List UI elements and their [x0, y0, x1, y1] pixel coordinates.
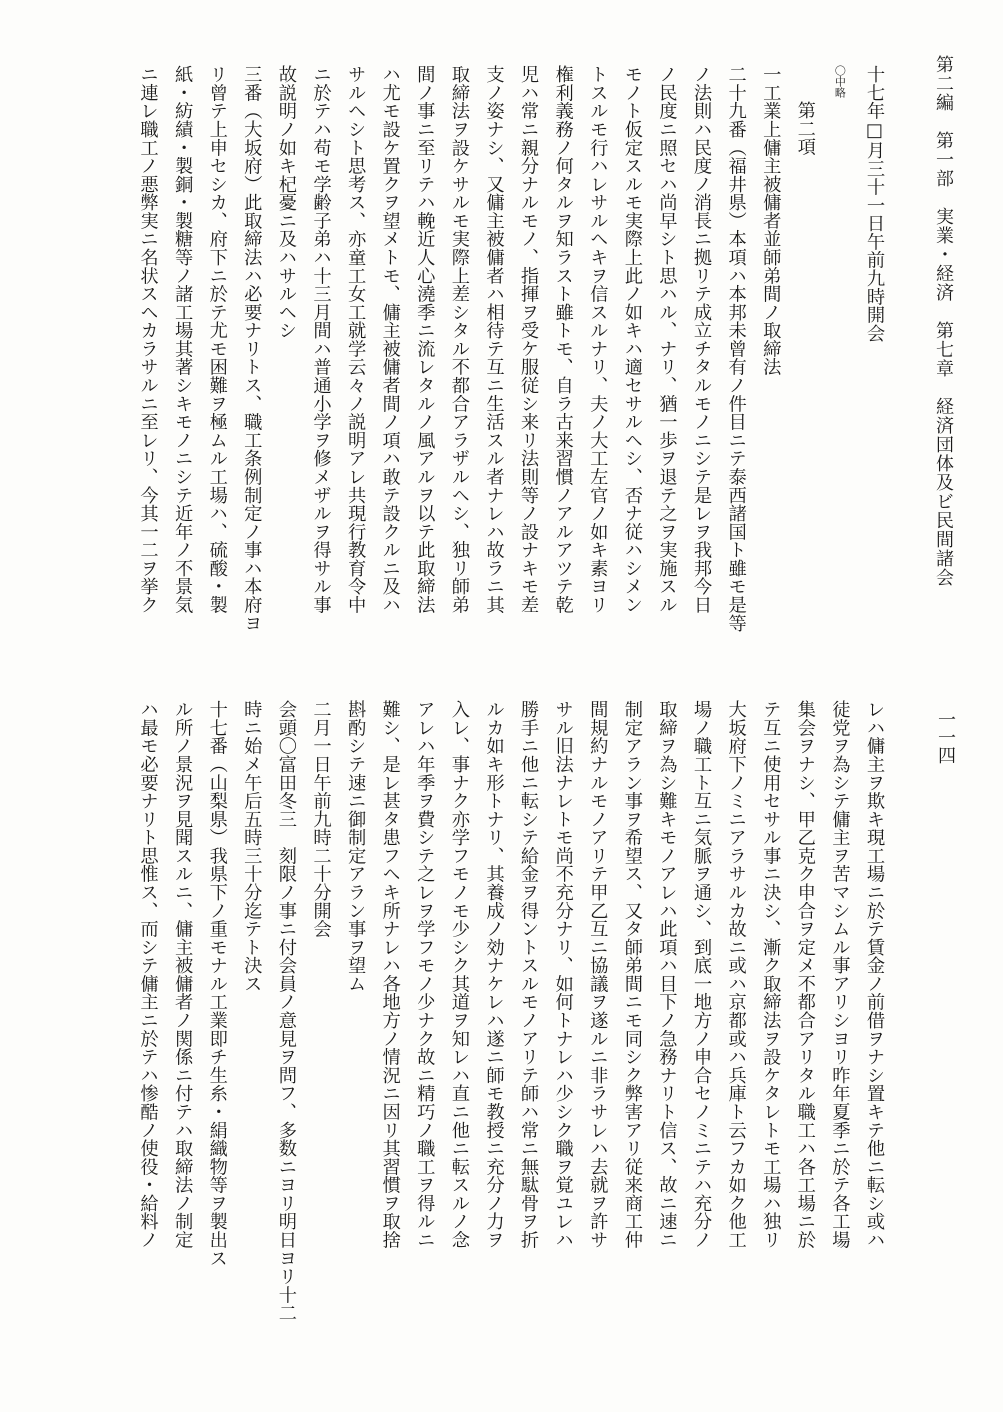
text-line: ハ尤モ設ケ置クヲ望メトモ、傭主被傭者間ノ項ハ敢テ設クルニ及ハ	[379, 65, 401, 614]
text-line: 時ニ始メ午后五時三十分迄テト決ス	[241, 700, 263, 993]
text-block-bottom	[131, 700, 891, 1320]
speaker-line: 三番（大坂府）此取締法ハ必要ナリトス、職工条例制定ノ事ハ本府ヨ	[241, 65, 263, 632]
text-line: 勝手ニ他ニ転シテ給金ヲ得ントスルモノアリテ師ハ常ニ無駄骨ヲ折	[518, 700, 540, 1249]
text-line: 大坂府下ノミニアラサルカ故ニ或ハ京都或ハ兵庫ト云フカ如ク他工	[725, 700, 747, 1249]
text-line: ノ民度ニ照セハ尚早シト思ハル、ナリ、猶一歩ヲ退テ之ヲ実施スル	[656, 65, 678, 614]
text-line: トスルモ行ハレサルヘキヲ信スルナリ、夫ノ大工左官ノ如キ素ヨリ	[587, 65, 609, 614]
text-line: アレハ年季ヲ費シテ之レヲ学フモノ少ナク故ニ精巧ノ職工ヲ得ルニ	[414, 700, 436, 1249]
text-line: 児ハ常ニ親分ナルモノ、指揮ヲ受ケ服従シ来リ法則等ノ設ナキモ差	[518, 65, 540, 614]
text-block-top	[131, 65, 891, 685]
text-line: リ曾テ上申セシカ、府下ニ於テ尤モ困難ヲ極ムル工場ハ、硫酸・製	[206, 65, 228, 614]
text-line: 間ノ事ニ至リテハ輓近人心澆季ニ流レタルノ風アルヲ以テ此取締法	[414, 65, 436, 614]
text-line: ニ連レ職工ノ悪弊実ニ名状スヘカラサルニ至レリ、今其一二ヲ挙ク	[137, 65, 159, 614]
text-line: テ互ニ使用セサル事ニ決シ、漸ク取締法ヲ設ケタレトモ工場ハ独リ	[760, 700, 782, 1249]
text-line: 取締ヲ為シ難キモノアレハ此項ハ目下ノ急務ナリト信ス、故ニ速ニ	[656, 700, 678, 1249]
text-line: 一工業上傭主被傭者並師弟間ノ取締法	[760, 65, 782, 376]
text-line: ルカ如キ形トナリ、其養成ノ効ナケレハ遂ニ師モ教授ニ充分ノ力ヲ	[483, 700, 505, 1249]
text-line: 難シ、是レ甚タ患フヘキ所ナレハ各地方ノ情況ニ因リ其習慣ヲ取捨	[379, 700, 401, 1249]
text-line: サル旧法ナレトモ尚不充分ナリ、如何トナレハ少シク職ヲ覚ユレハ	[552, 700, 574, 1249]
section-heading: 第二項	[794, 101, 816, 156]
text-line: 取締法ヲ設ケサルモ実際上差シタル不都合アラザルヘシ、独リ師弟	[448, 65, 470, 614]
text-line: ル所ノ景況ヲ見聞スルニ、傭主被傭者ノ関係ニ付テハ取締法ノ制定	[172, 700, 194, 1249]
text-line: ニ於テハ苟モ学齢子弟ハ十三月間ハ普通小学ヲ修メザルヲ得サル事	[310, 65, 332, 614]
speaker-line: 二十九番（福井県）本項ハ本邦未曾有ノ件目ニテ泰西諸国ト雖モ是等	[725, 65, 747, 632]
page-number: 一一四	[935, 710, 956, 764]
text-line: 支ノ姿ナシ、又傭主被傭者ハ相待テ互ニ生活スル者ナレハ故ラニ其	[483, 65, 505, 614]
text-line: 間規約ナルモノアリテ甲乙互ニ協議ヲ遂ルニ非ラサレハ去就ヲ許サ	[587, 700, 609, 1249]
meeting-heading: 十七年□月三十一日午前九時開会	[864, 65, 885, 343]
text-line: 徒党ヲ為シテ傭主ヲ苦マシムル事アリシヨリ昨年夏季ニ於テ各工場	[829, 700, 851, 1249]
text-line: 入レ、事ナク亦学フモノモ少シク其道ヲ知レハ直ニ他ニ転スルノ念	[448, 700, 470, 1249]
running-header: 第二編 第一部 実業・経済 第七章 経済団体及ビ民間諸会	[933, 55, 954, 587]
text-line: 制定アラン事ヲ希望ス、又タ師弟間ニモ同シク弊害アリ従来商工仲	[621, 700, 643, 1249]
text-line: サルヘシト思考ス、亦童工女工就学云々ノ説明アレ共現行教育令中	[345, 65, 367, 614]
meeting-heading: 二月一日午前九時二十分開会	[310, 700, 332, 938]
text-line: 場ノ職工ト互ニ気脈ヲ通シ、到底一地方ノ申合セノミニテハ充分ノ	[691, 700, 713, 1249]
text-line: 紙・紡績・製銅・製糖等ノ諸工場其著シキモノニシテ近年ノ不景気	[172, 65, 194, 614]
speaker-line: 会頭〇富田冬三 刻限ノ事ニ付会員ノ意見ヲ問フ、多数ニヨリ明日ヨリ十二	[275, 700, 297, 1322]
text-line: 故説明ノ如キ杞憂ニ及ハサルヘシ	[275, 65, 297, 340]
text-line: 斟酌シテ速ニ御制定アラン事ヲ望ム	[345, 700, 367, 993]
text-line: ハ最モ必要ナリト思惟ス、而シテ傭主ニ於テハ惨酷ノ使役・給料ノ	[137, 700, 159, 1249]
omission-note: 〇中略	[833, 65, 847, 98]
text-line: レハ傭主ヲ欺キ現工場ニ於テ賃金ノ前借ヲナシ置キテ他ニ転シ或ハ	[864, 700, 885, 1249]
text-line: 集会ヲナシ、甲乙克ク申合ヲ定メ不都合アリタル職工ハ各工場ニ於	[794, 700, 816, 1249]
text-line: モノト仮定スルモ実際上此ノ如キハ適セサルヘシ、否ナ従ハシメン	[621, 65, 643, 614]
text-line: 権利義務ノ何タルヲ知ラスト雖トモ、自ラ古来習慣ノアルアツテ乾	[552, 65, 574, 614]
text-line: ノ法則ハ民度ノ消長ニ拠リテ成立チタルモノニシテ是レヲ我邦今日	[691, 65, 713, 614]
speaker-line: 十七番（山梨県）我県下ノ重モナル工業即チ生糸・絹織物等ヲ製出ス	[206, 700, 228, 1267]
